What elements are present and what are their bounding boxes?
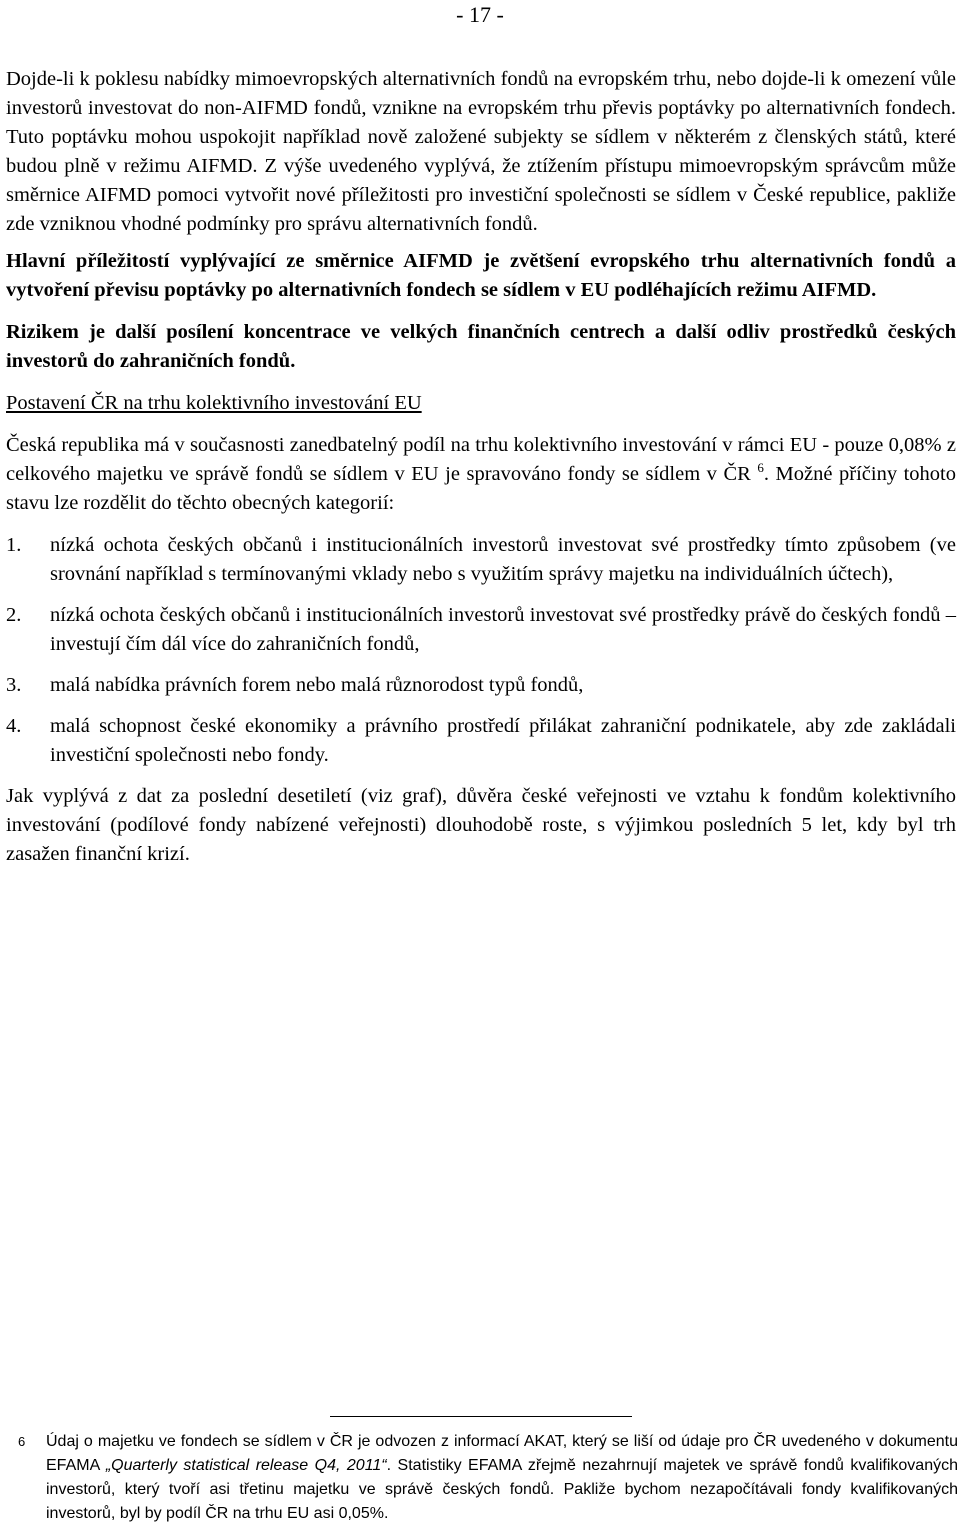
paragraph-cr-position [6,431,956,518]
paragraph-cr-text-end: . Možné příčiny tohoto stavu lze rozdělit do těchto obecných kategorií: [6,463,957,514]
document-body [6,65,956,869]
list-item-text: nízká ochota českých občanů i institucionálních investorů investovat své prostředky tímto způsobem (ve srovnání například s termínovanými vklady nebo s využitím správy majetku na individuálních účtech), [50,534,956,585]
list-item [6,712,956,770]
list-item-number: 1. [6,534,22,556]
list-item-text: malá schopnost české ekonomiky a právního prostředí přilákat zahraniční podnikatele, aby zde zakládali investiční společnosti nebo fondy. [50,715,956,766]
paragraph-closing: Jak vyplývá z dat za poslední desetiletí (viz graf), důvěra české veřejnosti ve vztahu k fondům kolektivního investování (podílové fondy nabízené veřejnosti) dlouhodobě roste, s výjimkou posledních 5 let, kdy byl trh zasažen finanční krizí. [6,785,956,865]
footnote-number: 6 [18,1434,26,1449]
list-item [6,531,956,589]
paragraph-risk: Rizikem je další posílení koncentrace ve velkých finančních centrech a další odliv prostředků českých investorů do zahraničních fondů. [6,321,956,372]
causes-list [6,531,956,770]
page-number: - 17 - [456,2,504,27]
footnote-document-title: „Quarterly statistical release Q4, 2011“ [105,1457,387,1474]
list-item [6,601,956,659]
footnote-text: Údaj o majetku ve fondech se sídlem v ČR je odvozen z informací AKAT, který se liší od údaje pro ČR uvedeného v dokumentu EFAMA [46,1433,958,1474]
paragraph-cr-text: Česká republika má v současnosti zanedbatelný podíl na trhu kolektivního investování v rámci EU - pouze 0,08% z celkového majetku ve správě fondů se sídlem v EU je spravováno fondy se sídlem v ČR [6,434,956,485]
list-item-number: 4. [6,715,22,737]
list-item-text: malá nabídka právních forem nebo malá různorodost typů fondů, [50,674,584,696]
footnote-separator [330,1416,632,1417]
paragraph-key-opportunity: Hlavní příležitostí vyplývající ze směrnice AIFMD je zvětšení evropského trhu alternativních fondů a vytvoření převisu poptávky po alternativních fondech se sídlem v EU podléhajících režimu AIFMD. [6,250,956,301]
footnote-reference: 6 [757,460,764,476]
list-item-number: 2. [6,604,22,626]
footnote-text-end: . Statistiky EFAMA zřejmě nezahrnují majetek ve správě fondů kvalifikovaných investorů, který tvoří asi třetinu majetku ve správě českých fondů. Pakliže bychom nezapočítávali fondy kvalifikovaných investorů, byl by podíl ČR na trhu EU asi 0,05%. [46,1457,959,1522]
list-item-number: 3. [6,674,22,696]
section-heading: Postavení ČR na trhu kolektivního investování EU [6,392,422,414]
footnote [18,1430,959,1526]
paragraph-market-demand: Dojde-li k poklesu nabídky mimoevropských alternativních fondů na evropském trhu, nebo dojde-li k omezení vůle investorů investovat do non-AIFMD fondů, vznikne na evropském trhu převis poptávky po alternativních fondech. Tuto poptávku mohou uspokojit například nově založené subjekty se sídlem v některém z členských států, které budou plně v režimu AIFMD. Z výše uvedeného vyplývá, že ztížením přístupu mimoevropským správcům může směrnice AIFMD pomoci vytvořit nové příležitosti pro investiční společnosti se sídlem v České republice, pakliže zde vzniknou vhodné podmínky pro správu alternativních fondů. [6,68,956,235]
list-item-text: nízká ochota českých občanů i institucionálních investorů investovat své prostředky právě do českých fondů – investují čím dál více do zahraničních fondů, [50,604,956,655]
list-item [6,671,956,700]
